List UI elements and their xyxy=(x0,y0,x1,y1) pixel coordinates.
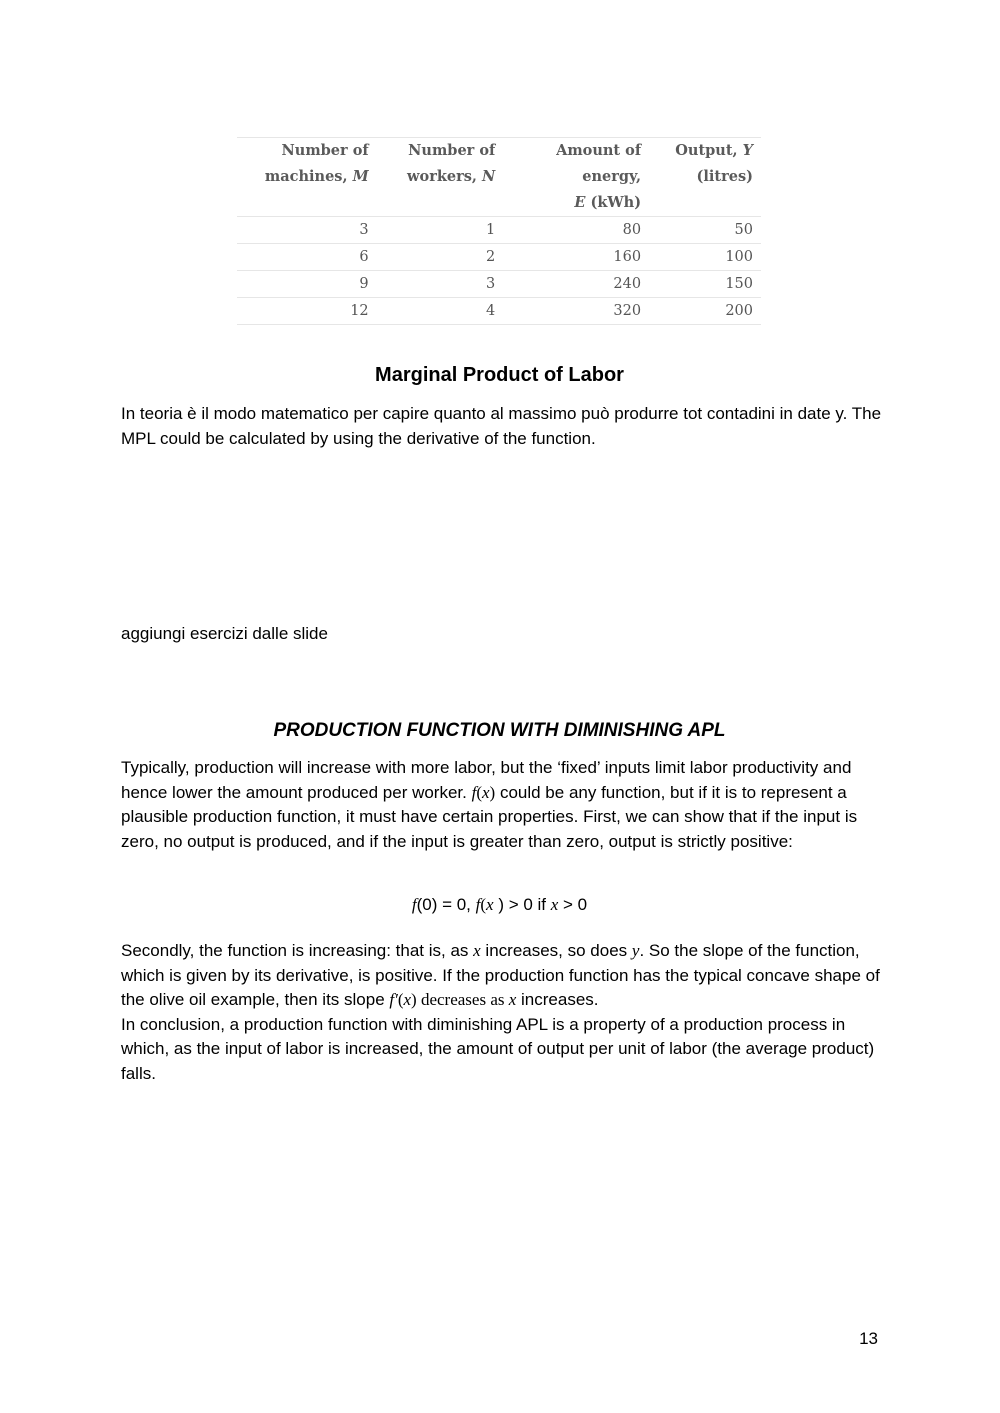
cell-workers: 1 xyxy=(377,217,504,244)
note-text: aggiungi esercizi dalle slide xyxy=(121,624,328,643)
cell-energy: 160 xyxy=(503,244,649,271)
positivity-formula: f(0) = 0, f(x ) > 0 if x > 0 xyxy=(411,895,588,914)
header-output: Output, Y (litres) xyxy=(649,138,761,217)
header-energy: Amount of energy, E (kWh) xyxy=(503,138,649,217)
apl-paragraph-1: Typically, production will increase with more labor, but the ‘fixed’ inputs limit labor productivity and hence lower the amount produced per worker. f(x) could be any function, but if it is to represent a plausible production function, it must have certain properties. First, we can show that if the input is zero, no output is produced, and if the input is greater than zero, output is strictly positive: xyxy=(121,758,858,851)
table-row xyxy=(237,271,761,298)
cell-workers: 3 xyxy=(377,271,504,298)
section-title-mpl: Marginal Product of Labor xyxy=(375,364,624,386)
mpl-paragraph: In teoria è il modo matematico per capire quanto al massimo può produrre tot contadini in date y. The MPL could be calculated by using the derivative of the function. xyxy=(121,404,882,448)
cell-machines: 3 xyxy=(237,217,377,244)
section-title-apl: PRODUCTION FUNCTION WITH DIMINISHING APL xyxy=(273,720,726,741)
header-workers: Number of workers, N xyxy=(377,138,504,217)
cell-energy: 320 xyxy=(503,298,649,325)
cell-output: 50 xyxy=(649,217,761,244)
table-row xyxy=(237,298,761,325)
header-machines: Number of machines, M xyxy=(237,138,377,217)
table-row xyxy=(237,217,761,244)
cell-energy: 80 xyxy=(503,217,649,244)
cell-output: 150 xyxy=(649,271,761,298)
cell-workers: 2 xyxy=(377,244,504,271)
apl-conclusion: In conclusion, a production function with diminishing APL is a property of a production process in which, as the input of labor is increased, the amount of output per unit of labor (the average product) falls. xyxy=(121,1014,875,1083)
page-number: 13 xyxy=(859,1329,878,1348)
production-data-table xyxy=(237,137,761,325)
cell-machines: 6 xyxy=(237,244,377,271)
cell-output: 100 xyxy=(649,244,761,271)
apl-paragraph-2: Secondly, the function is increasing: that is, as x increases, so does y. So the slope of the function, which is given by its derivative, is positive. If the production function has the typical concave shape of the olive oil example, then its slope f′(x) decreases as x increases. In conclusion, a production function with diminishing APL is a property of a production process in which, as the input of labor is increased, the amount of output per unit of labor (the average product) falls. xyxy=(121,941,880,1083)
cell-machines: 12 xyxy=(237,298,377,325)
table-row xyxy=(237,244,761,271)
cell-energy: 240 xyxy=(503,271,649,298)
cell-machines: 9 xyxy=(237,271,377,298)
cell-workers: 4 xyxy=(377,298,504,325)
table-header-row xyxy=(237,138,761,217)
cell-output: 200 xyxy=(649,298,761,325)
